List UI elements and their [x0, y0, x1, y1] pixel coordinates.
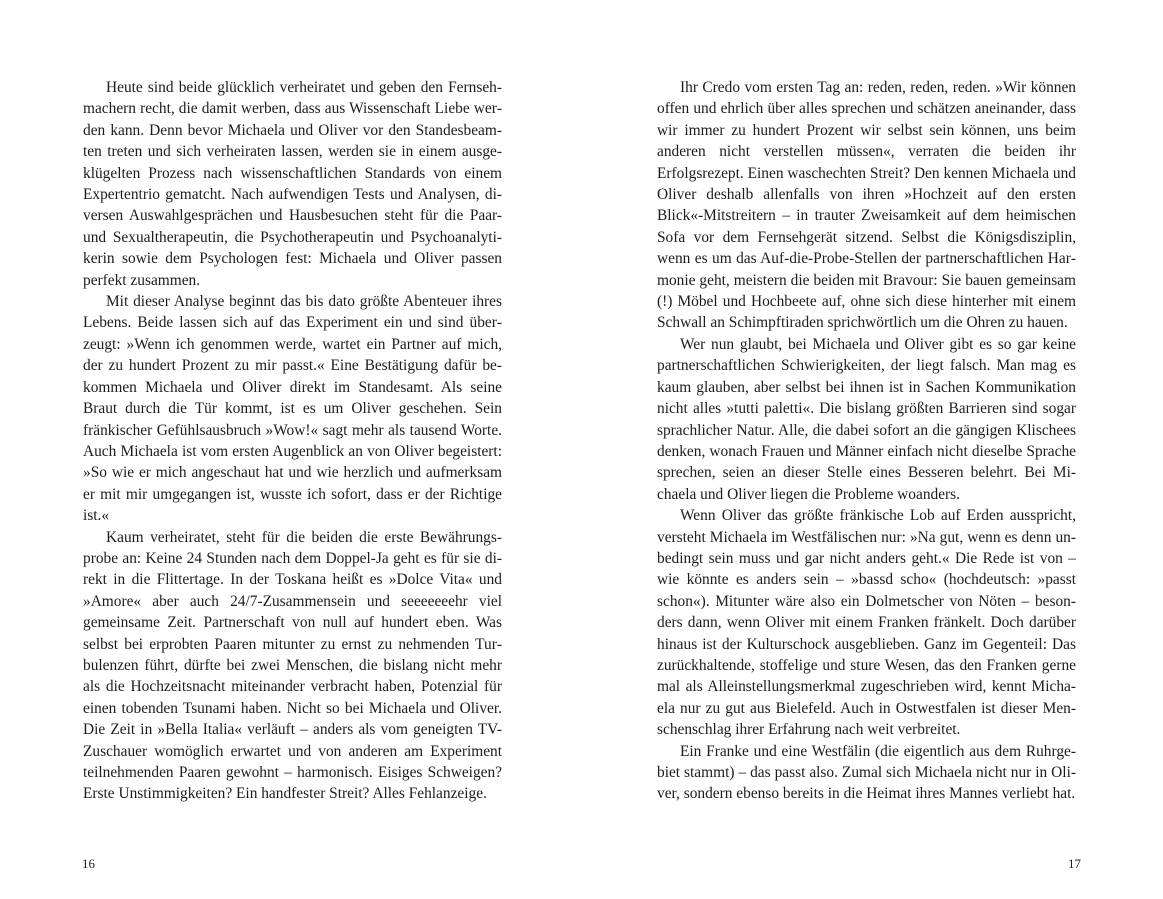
paragraph: Ihr Credo vom ersten Tag an: reden, reden, reden. »Wir können offen und ehrlich über alles sprechen und schätzen aneinander, dass wir immer zu hundert Prozent wir selbst sein können, uns beim anderen nicht verstellen müssen«, verraten die beiden ihr Erfolgsrezept. Einen waschechten Streit? Den kennen Michaela und Oliver deshalb allenfalls von ihren »Hochzeit auf den ersten Blick«-Mitstreitern – in trauter Zweisamkeit auf dem heimischen Sofa vor dem Fernsehgerät sitzend. Selbst die Königsdisziplin, wenn es um das Auf-die-Probe-Stellen der partnerschaftlichen Harmonie geht, meistern die beiden mit Bravour: Sie bauen gemeinsam (!) Möbel und Hochbeete auf, ohne sich diese hinterher mit einem Schwall an Schimpftiraden sprichwörtlich um die Ohren zu hauen.	[657, 79, 1076, 332]
page-number: 17	[1068, 856, 1081, 871]
left-page	[0, 0, 580, 899]
paragraph: Ein Franke und eine Westfälin (die eigentlich aus dem Ruhrgebiet stammt) – das passt also. Zumal sich Michaela nicht nur in Oliver, sondern ebenso bereits in die Heimat ihres Mannes verliebt hat.	[657, 742, 1076, 803]
paragraph: Kaum verheiratet, steht für die beiden die erste Bewährungsprobe an: Keine 24 Stunden nach dem Doppel-Ja geht es für sie direkt in die Flittertage. In der Toskana heißt es »Dolce Vita« und »Amore« aber auch 24/7-Zusammensein und seeeeeeehr viel gemeinsame Zeit. Partnerschaft von null auf hundert eben. Was selbst bei erprobten Paaren mitunter zu ernst zu nehmenden Turbulenzen führt, dürfte bei zwei Menschen, die bislang nicht mehr als die Hochzeitsnacht miteinander verbracht haben, Potenzial für einen tobenden Tsunami haben. Nicht so bei Michaela und Oliver. Die Zeit in »Bella Italia« verläuft – anders als vom geneigten TV-Zuschauer womöglich erwartet und von anderen am Experiment teilnehmenden Paaren gewohnt – harmonisch. Eisiges Schweigen? Erste Unstimmigkeiten? Ein handfester Streit? Alles Fehlanzeige.	[83, 528, 502, 803]
paragraph: Heute sind beide glücklich verheiratet und geben den Fernsehmachern recht, die damit werben, dass aus Wissenschaft Liebe werden kann. Denn bevor Michaela und Oliver vor den Standesbeamten treten und sich verheiraten lassen, werden sie in einem ausgeklügelten Prozess nach wissenschaftlichen Standards von einem Expertentrio gematcht. Nach aufwendigen Tests und Analysen, diversen Auswahlgesprächen und Hausbesuchen steht für die Paar- und Sexualtherapeutin, die Psychotherapeutin und Psychoanalytikerin sowie dem Psychologen fest: Michaela und Oliver passen perfekt zusammen.	[83, 79, 502, 289]
paragraph: Wenn Oliver das größte fränkische Lob auf Erden ausspricht, versteht Michaela im Westfälischen nur: »Na gut, wenn es denn unbedingt sein muss und gar nicht anders geht.« Die Rede ist von – wie könnte es anders sein – »bassd scho« (hochdeutsch: »passt schon«). Mitunter wäre also ein Dolmetscher von Nöten – besonders dann, wenn Oliver mit einem Franken fränkelt. Doch darüber hinaus ist der Kulturschock ausgeblieben. Ganz im Gegenteil: Das zurückhaltende, stoffelige und sture Wesen, das den Franken gerne mal als Alleinstellungsmerkmal zugeschrieben wird, kennt Michaela nur zu gut aus Bielefeld. Auch in Ostwestfalen ist dieser Menschenschlag ihrer Erfahrung nach weit verbreitet.	[657, 507, 1076, 739]
paragraph: Wer nun glaubt, bei Michaela und Oliver gibt es so gar keine partnerschaftlichen Schwierigkeiten, der liegt falsch. Man mag es kaum glauben, aber selbst bei ihnen ist in Sachen Kommunikation nicht alles »tutti paletti«. Die bislang größten Barrieren sind sogar sprachlicher Natur. Alle, die dabei sofort an die gängigen Klischees denken, wonach Frauen und Männer einfach nicht dieselbe Sprache sprechen, seien an dieser Stelle eines Besseren belehrt. Bei Michaela und Oliver liegen die Probleme woanders.	[657, 335, 1076, 503]
right-page-text	[657, 77, 1076, 805]
page-number: 16	[82, 856, 95, 871]
left-page-text	[83, 77, 502, 805]
paragraph: Mit dieser Analyse beginnt das bis dato größte Abenteuer ihres Lebens. Beide lassen sich auf das Experiment ein und sind überzeugt: »Wenn ich genommen werde, wartet ein Partner auf mich, der zu hundert Prozent zu mir passt.« Eine Bestätigung dafür bekommen Michaela und Oliver direkt im Standesamt. Als seine Braut durch die Tür kommt, ist es um Oliver geschehen. Sein fränkischer Gefühlsausbruch »Wow!« sagt mehr als tausend Worte. Auch Michaela ist vom ersten Augenblick an von Oliver begeistert: »So wie er mich angeschaut hat und wie herzlich und aufmerksam er mit mir umgegangen ist, wusste ich sofort, dass er der Richtige ist.«	[83, 293, 502, 525]
right-page	[581, 0, 1161, 899]
